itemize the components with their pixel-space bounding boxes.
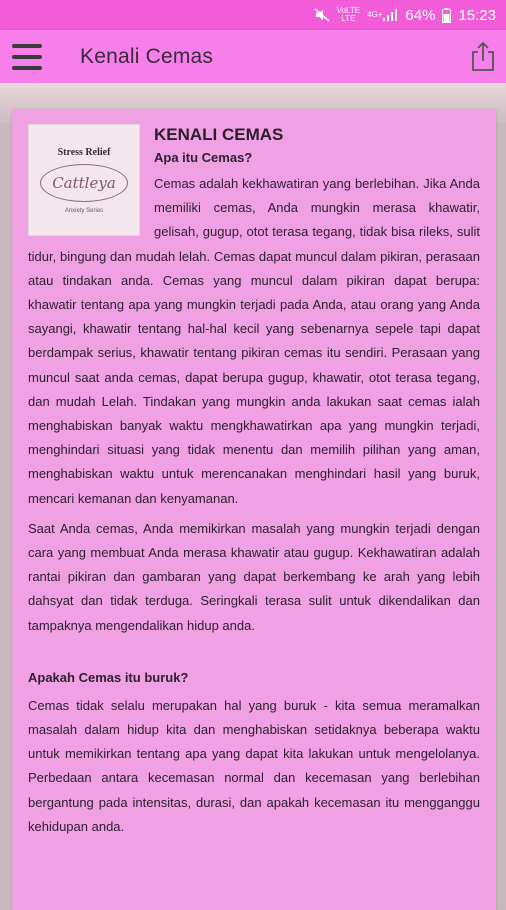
lte-label: LTE — [341, 14, 356, 23]
article-paragraph-1: Cemas adalah kekhawatiran yang berlebihan. Jika Anda memiliki cemas, Anda mungkin merasa khawatir, gelisah, gugup, otot terasa tegang, tidak bisa rileks, sulit tidur, bingung dan mudah lelah. Cemas dapat muncul dalam pikiran, perasaan atau tindakan anda. Cemas yang muncul dalam pikiran dapat berupa: khawatir tentang apa yang mungkin terjadi pada Anda, atau orang yang Anda sayangi, khawatir tentang hal-hal kecil yang sebenarnya sepele tapi dapat berdampak serius, khawatir tentang pikiran cemas itu sendiri. Perasaan yang muncul saat anda cemas, dapat berupa gugup, khawatir, otot terasa tegang, dan mudah Lelah. Tindakan yang mungkin anda lakukan saat cemas ialah menghabiskan banyak waktu mengkhawatirkan apa yang mungkin terjadi, menghindari situasi yang tidak menentu dan memilih pilihan yang aman, menghabiskan waktu untuk merencanakan menghindari hasil yang buruk, mencari kemanan dan kenyamanan. — [28, 176, 480, 506]
battery-percent: 64% — [405, 6, 436, 24]
article-card — [12, 110, 496, 910]
hamburger-menu-icon[interactable] — [12, 44, 42, 70]
page-title: Kenali Cemas — [80, 44, 214, 68]
article-subheading: Apa itu Cemas? — [154, 150, 253, 165]
article-heading: KENALI CEMAS — [154, 125, 284, 144]
data-type-label: 4G+ — [367, 10, 383, 19]
clock: 15:23 — [458, 6, 496, 24]
thumbnail-series: Anxiety Series — [64, 207, 104, 214]
cellular-signal-icon — [367, 8, 398, 22]
article-thumbnail — [28, 124, 140, 236]
mute-icon — [314, 8, 330, 22]
status-bar — [0, 0, 506, 30]
cattleya-logo: Cattleya — [40, 164, 128, 202]
signal-volte-icon — [337, 7, 360, 23]
article-paragraph-2: Saat Anda cemas, Anda memikirkan masalah yang mungkin terjadi dengan cara yang membuat Anda merasa khawatir atau gugup. Kekhawatiran adalah rantai pikiran dan gambaran yang dapat berkembang ke arah yang lebih dahsyat dan tidak terduga. Seringkali terasa sulit untuk dikendalikan dan tampaknya mengendalikan hidup anda. — [28, 520, 480, 633]
thumbnail-title: Stress Relief — [57, 146, 111, 158]
article-paragraph-3: Cemas tidak selalu merupakan hal yang buruk - kita semua meramalkan masalah dalam hidup kita dan menghabiskan setidaknya beberapa waktu untuk memikirkan tentang apa yang dapat kita lakukan untuk mengelolanya. Perbedaan antara kecemasan normal dan kecemasan yang berlebihan bergantung pada intensitas, durasi, dan apakah kecemasan itu mengganggu kehidupan anda. — [28, 697, 480, 834]
app-bar — [0, 30, 506, 83]
share-icon[interactable] — [470, 40, 496, 72]
section-heading: Apakah Cemas itu buruk? — [28, 669, 189, 685]
battery-icon — [442, 8, 451, 23]
volte-label: VoLTE — [336, 6, 361, 15]
